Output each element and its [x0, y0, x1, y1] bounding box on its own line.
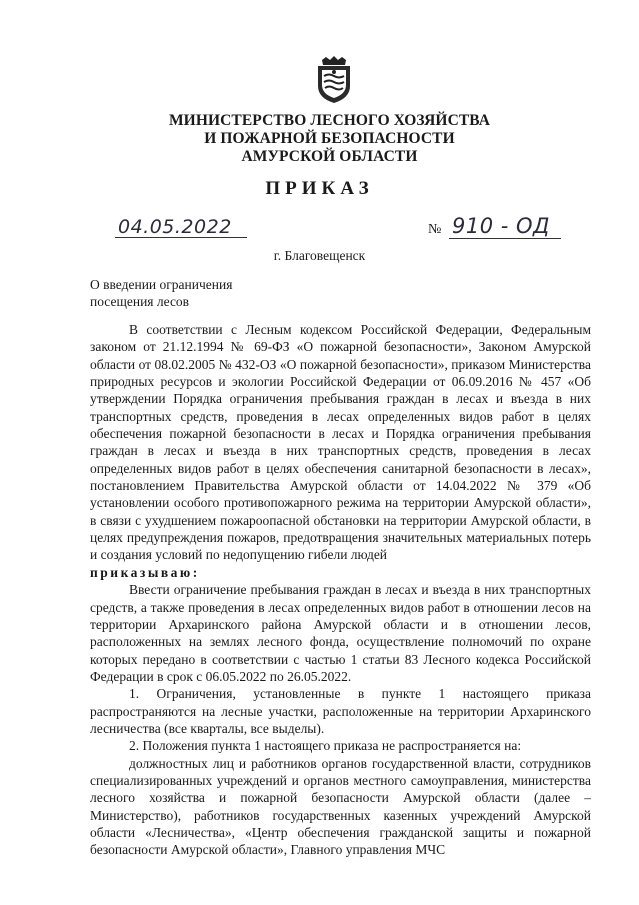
- date-underline: [115, 237, 247, 238]
- city-name: г. Благовещенск: [273, 248, 366, 263]
- number-sign: №: [428, 222, 442, 237]
- handwritten-order-number: 910 - ОД: [452, 214, 550, 238]
- order-body: [90, 321, 591, 859]
- document-type-title: ПРИКАЗ: [265, 178, 374, 199]
- number-underline: [449, 238, 561, 239]
- order-subject: [90, 276, 232, 310]
- subject-line-2: посещения лесов: [90, 294, 190, 309]
- coat-of-arms-icon: [314, 56, 354, 104]
- ministry-name-line-2: И ПОЖАРНОЙ БЕЗОПАСНОСТИ: [204, 130, 455, 147]
- item-1-paragraph: 1. Ограничения, установленные в пункте 1 настоящего приказа распространяются на лесные участки, расположенные на территории Архаринского лесничества (все кварталы, все выделы).: [90, 686, 591, 736]
- ministry-name-line-3: АМУРСКОЙ ОБЛАСТИ: [241, 148, 418, 165]
- order-word: приказываю:: [90, 564, 200, 580]
- subject-line-1: О введении ограничения: [90, 277, 233, 292]
- intro-paragraph: Ввести ограничение пребывания граждан в лесах и въезда в них транспортных средств, а также проведения в лесах определенных видов работ в отношении лесов на территории Архаринского района Амурской области и в отношении лесов, расположенных на землях лесного фонда, осуществление полномочий по охране которых передано в соответствии с частью 1 статьи 83 Лесного кодекса Российской Федерации в срок с 06.05.2022 по 26.05.2022.: [90, 582, 591, 684]
- item-2-text-paragraph: должностных лиц и работников органов государственной власти, сотрудников специализированных учреждений и органов местного самоуправления, министерства лесного хозяйства и пожарной безопасности Амурской области (далее – Министерство), работников государственных казенных учреждений Амурской области «Лесничества», «Центр обеспечения гражданской защиты и пожарной безопасности Амурской области», Главного управления МЧС: [90, 755, 591, 858]
- item-2-paragraph: 2. Положения пункта 1 настоящего приказа не распространяется на:: [129, 738, 522, 754]
- ministry-name-line-1: МИНИСТЕРСТВО ЛЕСНОГО ХОЗЯЙСТВА: [168, 112, 491, 129]
- preamble-paragraph: В соответствии с Лесным кодексом Российской Федерации, Федеральным законом от 21.12.1994 № 69-ФЗ «О пожарной безопасности», Законом Амурской области от 08.02.2005 № 432-ОЗ «О пожарной безопасности», приказом Министерства природных ресурсов и экологии Российской Федерации от 06.09.2016 № 457 «Об утверждении Порядка ограничения пребывания граждан в лесах и въезда в них транспортных средств, проведения в лесах определенных видов работ в целях обеспечения пожарной безопасности в лесах и Порядка ограничения пребывания граждан в лесах и въезда в них транспортных средств, проведения в лесах определенных видов работ в целях обеспечения санитарной безопасности в лесах», постановлением Правительства Амурской области от 14.04.2022 № 379 «Об установлении особого противопожарного режима на территории Амурской области», в связи с ухудшением пожароопасной обстановки на территории Амурской области, в целях предупреждения пожаров, предотвращения значительных материальных потерь и создания условий по недопущению гибели людей: [90, 322, 591, 563]
- handwritten-date: 04.05.2022: [118, 216, 232, 238]
